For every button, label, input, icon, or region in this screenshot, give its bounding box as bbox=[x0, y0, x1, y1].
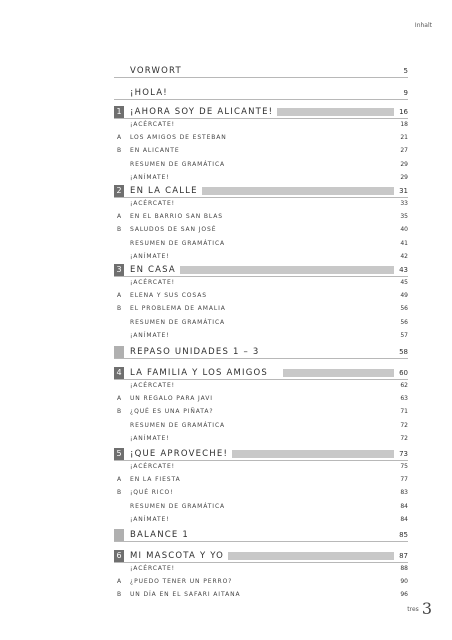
chapter-title[interactable]: LA FAMILIA Y LOS AMIGOS bbox=[130, 368, 272, 378]
review-badge bbox=[114, 529, 124, 541]
chapter-page-number: 16 bbox=[399, 108, 408, 116]
chapter-page-number: 31 bbox=[399, 187, 408, 195]
chapter-number-badge: 3 bbox=[114, 264, 124, 276]
chapter-page-number: 43 bbox=[399, 266, 408, 274]
subsection-title[interactable]: ¡ACÉRCATE! bbox=[130, 382, 175, 389]
chapter-number-badge: 2 bbox=[114, 185, 124, 197]
subsection-page-number: 62 bbox=[400, 382, 408, 389]
subsection-page-number: 35 bbox=[400, 213, 408, 221]
subsection-title[interactable]: ¡ACÉRCATE! bbox=[130, 463, 175, 470]
review-badge bbox=[114, 346, 124, 358]
subsection-title[interactable]: ¡ANÍMATE! bbox=[130, 515, 170, 523]
subsection-title[interactable]: UN REGALO PARA JAVI bbox=[130, 395, 213, 403]
chapter-number-badge: 4 bbox=[114, 367, 124, 379]
subsection-page-number: 90 bbox=[400, 578, 408, 586]
chapter-title[interactable]: EN LA CALLE bbox=[130, 186, 202, 196]
subsection-title[interactable]: RESUMEN DE GRAMÁTICA bbox=[130, 318, 226, 326]
subsection-title[interactable]: ¡ACÉRCATE! bbox=[130, 565, 175, 572]
chapter-title[interactable]: EN CASA bbox=[130, 265, 180, 275]
subsection-letter: A bbox=[117, 578, 122, 586]
subsection-page-number: 40 bbox=[400, 226, 408, 234]
page-number: 3 bbox=[421, 599, 432, 618]
subsection-page-number: 71 bbox=[400, 408, 408, 416]
page-word: tres bbox=[407, 606, 419, 613]
subsection-page-number: 72 bbox=[400, 421, 408, 429]
subsection-page-number: 45 bbox=[400, 279, 408, 286]
divider bbox=[114, 276, 408, 277]
chapter-number-badge: 5 bbox=[114, 448, 124, 460]
subsection-page-number: 84 bbox=[400, 502, 408, 510]
subsection-page-number: 33 bbox=[400, 200, 408, 207]
subsection-page-number: 42 bbox=[400, 252, 408, 260]
chapter-title-bar bbox=[170, 266, 394, 274]
chapter-title[interactable]: REPASO UNIDADES 1 – 3 bbox=[130, 347, 263, 357]
subsection-page-number: 29 bbox=[400, 173, 408, 181]
subsection-letter: B bbox=[117, 489, 122, 497]
subsection-page-number: 84 bbox=[400, 515, 408, 523]
chapter-title-bar bbox=[190, 187, 394, 195]
subsection-page-number: 29 bbox=[400, 160, 408, 168]
running-header: Inhalt bbox=[414, 22, 432, 29]
chapter-page-number: 85 bbox=[399, 531, 408, 539]
subsection-title[interactable]: ¡ACÉRCATE! bbox=[130, 200, 175, 207]
subsection-title[interactable]: ¡ANÍMATE! bbox=[130, 331, 170, 339]
subsection-page-number: 83 bbox=[400, 489, 408, 497]
subsection-title[interactable]: LOS AMIGOS DE ESTEBAN bbox=[130, 134, 227, 142]
subsection-letter: B bbox=[117, 408, 122, 416]
chapter-title[interactable]: VORWORT bbox=[130, 66, 186, 76]
subsection-page-number: 18 bbox=[400, 121, 408, 128]
subsection-title[interactable]: ¿QUÉ ES UNA PIÑATA? bbox=[130, 408, 214, 416]
subsection-letter: A bbox=[117, 476, 122, 484]
chapter-title-bar bbox=[218, 450, 394, 458]
chapter-page-number: 5 bbox=[403, 67, 408, 75]
subsection-letter: B bbox=[117, 147, 122, 155]
chapter-title[interactable]: ¡AHORA SOY DE ALICANTE! bbox=[130, 107, 277, 117]
subsection-title[interactable]: ELENA Y SUS COSAS bbox=[130, 292, 207, 300]
divider bbox=[114, 99, 408, 100]
divider bbox=[114, 541, 408, 542]
subsection-page-number: 96 bbox=[400, 591, 408, 599]
chapter-title[interactable]: ¡HOLA! bbox=[130, 88, 172, 98]
subsection-page-number: 27 bbox=[400, 147, 408, 155]
chapter-page-number: 9 bbox=[403, 89, 408, 97]
subsection-title[interactable]: RESUMEN DE GRAMÁTICA bbox=[130, 160, 226, 168]
chapter-page-number: 73 bbox=[399, 450, 408, 458]
subsection-page-number: 21 bbox=[400, 134, 408, 142]
subsection-title[interactable]: ¡QUÉ RICO! bbox=[130, 489, 174, 497]
chapter-title[interactable]: BALANCE 1 bbox=[130, 530, 193, 540]
subsection-page-number: 41 bbox=[400, 239, 408, 247]
subsection-title[interactable]: EL PROBLEMA DE AMALIA bbox=[130, 305, 226, 313]
chapter-title[interactable]: MI MASCOTA Y YO bbox=[130, 551, 228, 561]
subsection-letter: A bbox=[117, 134, 122, 142]
subsection-title[interactable]: RESUMEN DE GRAMÁTICA bbox=[130, 421, 226, 429]
chapter-page-number: 58 bbox=[399, 348, 408, 356]
subsection-title[interactable]: UN DÍA EN EL SAFARI AITANA bbox=[130, 591, 241, 599]
chapter-page-number: 87 bbox=[399, 552, 408, 560]
chapter-page-number: 60 bbox=[399, 369, 408, 377]
divider bbox=[114, 77, 408, 78]
subsection-title[interactable]: ¡ANÍMATE! bbox=[130, 173, 170, 181]
subsection-page-number: 49 bbox=[400, 292, 408, 300]
chapter-title-bar bbox=[283, 369, 394, 377]
subsection-letter: A bbox=[117, 213, 122, 221]
subsection-title[interactable]: ¡ACÉRCATE! bbox=[130, 121, 175, 128]
subsection-title[interactable]: ¡ANÍMATE! bbox=[130, 434, 170, 442]
subsection-title[interactable]: ¡ACÉRCATE! bbox=[130, 279, 175, 286]
chapter-title-bar bbox=[216, 552, 394, 560]
divider bbox=[114, 118, 408, 119]
subsection-letter: A bbox=[117, 395, 122, 403]
subsection-title[interactable]: ¿PUEDO TENER UN PERRO? bbox=[130, 578, 233, 586]
subsection-title[interactable]: ¡ANÍMATE! bbox=[130, 252, 170, 260]
subsection-title[interactable]: RESUMEN DE GRAMÁTICA bbox=[130, 502, 226, 510]
divider bbox=[114, 460, 408, 461]
subsection-letter: A bbox=[117, 292, 122, 300]
subsection-page-number: 63 bbox=[400, 395, 408, 403]
subsection-title[interactable]: EN ALICANTE bbox=[130, 147, 180, 155]
subsection-page-number: 56 bbox=[400, 305, 408, 313]
chapter-title[interactable]: ¡QUE APROVECHE! bbox=[130, 449, 232, 459]
divider bbox=[114, 379, 408, 380]
divider bbox=[114, 197, 408, 198]
page-footer bbox=[407, 599, 432, 618]
subsection-letter: B bbox=[117, 591, 122, 599]
divider bbox=[114, 358, 408, 359]
subsection-page-number: 75 bbox=[400, 463, 408, 470]
subsection-title[interactable]: SALUDOS DE SAN JOSÉ bbox=[130, 226, 217, 234]
divider bbox=[114, 562, 408, 563]
subsection-page-number: 88 bbox=[400, 565, 408, 572]
subsection-page-number: 57 bbox=[400, 331, 408, 339]
subsection-title[interactable]: EN EL BARRIO SAN BLAS bbox=[130, 213, 224, 221]
subsection-page-number: 72 bbox=[400, 434, 408, 442]
subsection-page-number: 77 bbox=[400, 476, 408, 484]
subsection-title[interactable]: EN LA FIESTA bbox=[130, 476, 181, 484]
subsection-letter: B bbox=[117, 305, 122, 313]
subsection-title[interactable]: RESUMEN DE GRAMÁTICA bbox=[130, 239, 226, 247]
chapter-number-badge: 6 bbox=[114, 550, 124, 562]
subsection-letter: B bbox=[117, 226, 122, 234]
subsection-page-number: 56 bbox=[400, 318, 408, 326]
chapter-title-bar bbox=[272, 108, 394, 116]
chapter-number-badge: 1 bbox=[114, 106, 124, 118]
